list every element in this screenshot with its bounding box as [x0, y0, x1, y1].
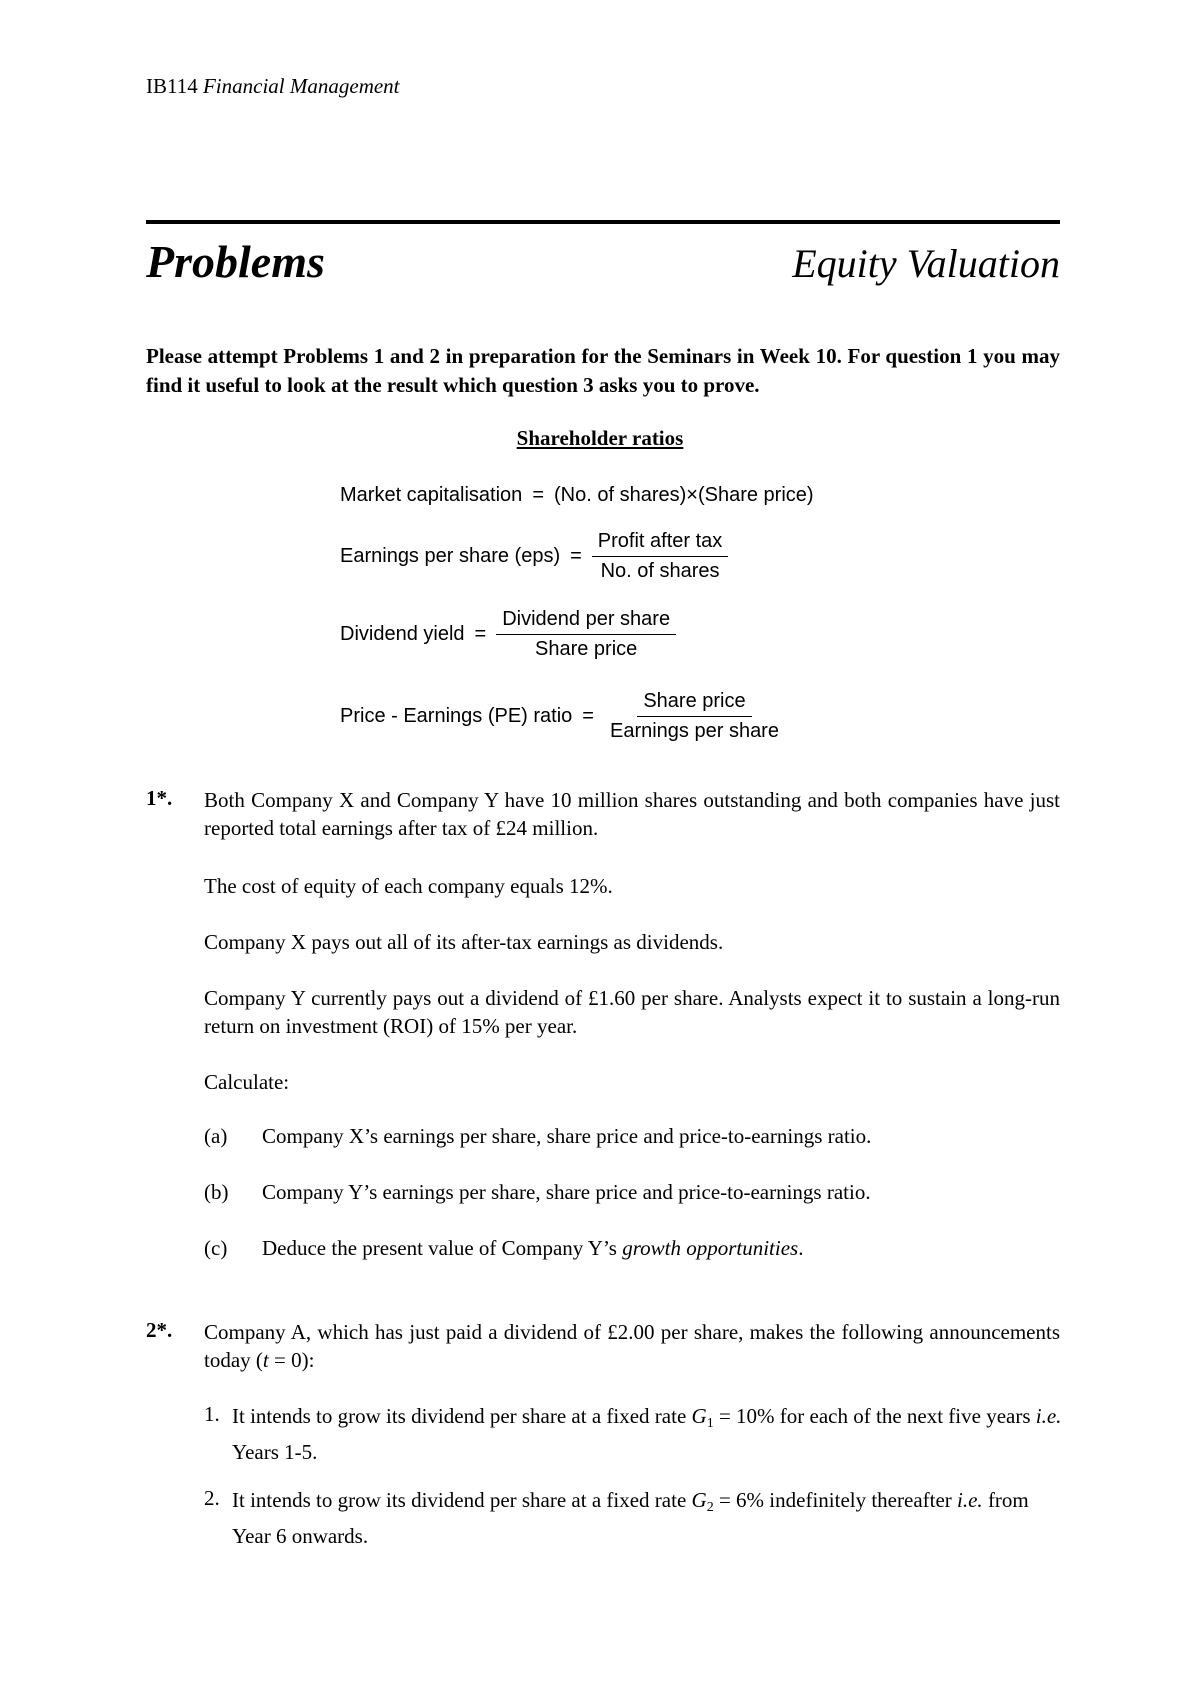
problem-1-paragraph: Company X pays out all of its after-tax earnings as dividends. [204, 930, 724, 954]
part-label: (b) [204, 1180, 229, 1204]
growth-subscript: 1 [706, 1416, 714, 1431]
problem-1-paragraph: The cost of equity of each company equals 12%. [204, 874, 613, 898]
intro-prefix: Company A, which has just paid a dividend of £2.00 per share, makes the following announcements today ( [204, 1320, 1060, 1372]
problem-1-number: 1*. [146, 786, 173, 810]
part-text-prefix: Deduce the present value of Company Y’s [262, 1236, 623, 1260]
time-variable: t [262, 1348, 269, 1372]
list-item-suffix: from Year 6 onwards. [232, 1488, 1029, 1548]
list-number: 2. [204, 1486, 220, 1510]
ie-abbrev: i.e. [1035, 1404, 1062, 1428]
equals-sign: = [532, 484, 544, 506]
part-label: (a) [204, 1124, 228, 1148]
running-header [146, 74, 400, 99]
title-rule [146, 220, 1060, 224]
fraction-numerator: Dividend per share [496, 608, 676, 635]
formula-pe-ratio [340, 690, 785, 743]
part-text: Company X’s earnings per share, share price and price-to-earnings ratio. [262, 1124, 872, 1148]
intro-suffix: = 0): [268, 1348, 315, 1372]
part-text: Company Y’s earnings per share, share price and price-to-earnings ratio. [262, 1180, 871, 1204]
fraction-denominator: Earnings per share [609, 720, 779, 742]
list-item [232, 1402, 1062, 1466]
fraction-numerator: Share price [637, 690, 751, 717]
fraction-numerator: Profit after tax [592, 530, 729, 557]
problem-2-paragraph [204, 1318, 1060, 1374]
problem-1-paragraph: Company Y currently pays out a dividend of £1.60 per share. Analysts expect it to sustain a long-run return on investment (ROI) of 15% per year. [204, 986, 1060, 1038]
equals-sign: = [582, 705, 594, 727]
ie-abbrev: i.e. [957, 1488, 983, 1512]
part-text-suffix: . [798, 1236, 804, 1260]
problem-1-paragraph: Both Company X and Company Y have 10 million shares outstanding and both companies have just reported total earnings after tax of £24 million. [204, 788, 1060, 840]
part-text [262, 1236, 803, 1261]
fraction [592, 530, 729, 583]
fraction-denominator: Share price [535, 638, 638, 660]
emphasis-text: growth opportunities [622, 1236, 799, 1260]
formula-lhs: Earnings per share (eps) [340, 545, 561, 567]
list-item-middle: = 6% indefinitely thereafter [713, 1488, 958, 1512]
problem-1-paragraph: Calculate: [204, 1070, 290, 1094]
list-number: 1. [204, 1402, 220, 1426]
growth-subscript: 2 [706, 1500, 714, 1515]
instructions-paragraph: Please attempt Problems 1 and 2 in preparation for the Seminars in Week 10. For question 1 you may find it useful to look at the result which question 3 asks you to prove. [146, 344, 1060, 397]
page-subtitle: Equity Valuation [792, 241, 1060, 286]
list-item-middle: = 10% for each of the next five years [713, 1404, 1036, 1428]
formula-rhs: (No. of shares)×(Share price) [554, 484, 814, 506]
page-title: Problems [146, 236, 325, 287]
formula-eps [340, 530, 728, 583]
formula-lhs: Market capitalisation [340, 484, 523, 506]
course-code: IB114 [146, 74, 198, 98]
formula-lhs: Dividend yield [340, 623, 465, 645]
list-item-suffix: Years 1-5. [232, 1440, 318, 1464]
list-item-prefix: It intends to grow its dividend per share at a fixed rate [232, 1404, 692, 1428]
fraction [604, 690, 785, 743]
list-item [232, 1486, 1062, 1550]
growth-variable: G [691, 1488, 707, 1512]
fraction [496, 608, 676, 661]
formula-dividend-yield [340, 608, 676, 661]
problem-2-number: 2*. [146, 1318, 173, 1342]
list-item-prefix: It intends to grow its dividend per share at a fixed rate [232, 1488, 692, 1512]
course-title: Financial Management [202, 74, 400, 98]
growth-variable: G [691, 1404, 707, 1428]
section-heading: Shareholder ratios [516, 426, 684, 450]
equals-sign: = [474, 623, 487, 645]
fraction-denominator: No. of shares [600, 560, 720, 582]
equals-sign: = [570, 545, 582, 567]
formula-market-cap [340, 484, 814, 507]
part-label: (c) [204, 1236, 228, 1260]
formula-lhs: Price - Earnings (PE) ratio [340, 705, 573, 727]
